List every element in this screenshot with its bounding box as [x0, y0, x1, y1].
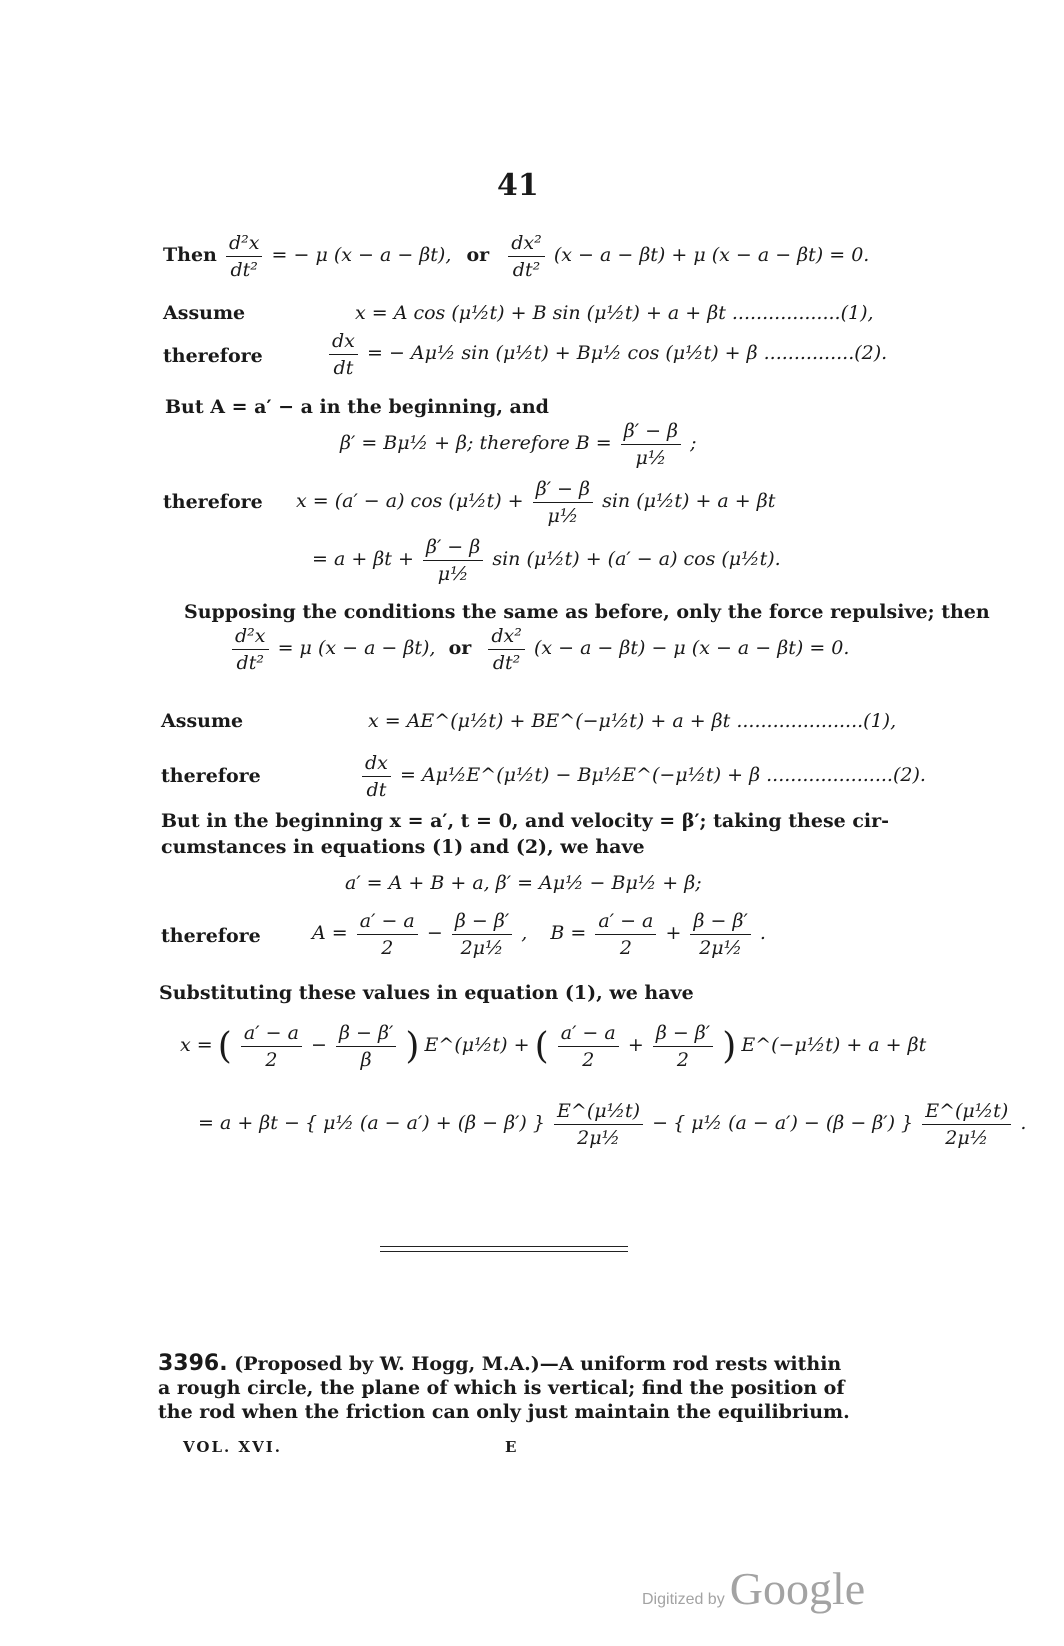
- problem-text: (Proposed by W. Hogg, M.A.)—A uniform rod rests within a rough circle, the plane of which is vertical; find the position of the rod when the friction can only just maintain the equilibrium.: [158, 1353, 850, 1423]
- values-line: a′ = A + B + a, β′ = Aμ½ − Bμ½ + β;: [345, 872, 702, 894]
- therefore-label: therefore: [163, 345, 263, 367]
- x-eq-b: E^(μ½t) +: [424, 1034, 530, 1056]
- therefore2-eq-b: sin (μ½t) + a + βt: [602, 490, 776, 512]
- section-divider-bottom: [380, 1251, 628, 1252]
- fraction-b1: $\frac{a' - a}{2}$: [595, 910, 656, 959]
- assume2-equation: x = AE^(μ½t) + BE^(−μ½t) + a + βt .....................(1),: [368, 710, 897, 732]
- page-number: 41: [497, 168, 539, 203]
- fraction-x4: $\frac{\beta - \beta'}{2}$: [653, 1022, 713, 1071]
- fraction-a1: $\frac{a' - a}{2}$: [357, 910, 418, 959]
- beta-line: β′ = Bμ½ + β; therefore B = $\frac{\beta' - \beta}{\text{μ½}}$ ;: [340, 420, 697, 469]
- therefore4-a-label: A =: [312, 922, 348, 944]
- x-eq-c: E^(−μ½t) + a + βt: [741, 1034, 927, 1056]
- fraction-d2x-dt2-2: $\frac{\text{d²x}}{\text{dt²}}$: [232, 625, 269, 674]
- digitized-watermark: [642, 1562, 865, 1615]
- assume-label: Assume: [163, 302, 246, 324]
- fraction-final1: $\frac{\text{E\textasciicircum{}(μ½t)}}{\text{2μ½}}$: [554, 1100, 643, 1149]
- then-eq1: = − μ (x − a − βt),: [271, 244, 452, 266]
- fraction-x2: $\frac{\beta - \beta'}{\beta}$: [336, 1022, 396, 1071]
- therefore4-b-label: B =: [550, 922, 587, 944]
- signature-mark: E: [505, 1438, 519, 1456]
- fraction-d2x-dt2: $\frac{\text{d²x}}{\text{dt²}}$: [226, 232, 263, 281]
- therefore4-label: therefore: [161, 925, 261, 947]
- repulsive-or: or: [448, 637, 472, 659]
- final-equation-line: = a + βt − { μ½ (a − a′) + (β − β′) } $\frac{\text{E\textasciicircum{}(μ½t)}}{\text{2μ½}}$ − { μ½ (a − a′) − (β − β′) } $\frac{\text{E\textasciicircum{}(μ½t)}}{\text{2μ½}}$ .: [198, 1100, 1027, 1149]
- problem-number: 3396.: [158, 1351, 228, 1376]
- fraction-dx-dt-2: $\frac{dx}{dt}$: [362, 752, 391, 801]
- therefore3-label: therefore: [161, 765, 261, 787]
- therefore2-label: therefore: [163, 491, 263, 513]
- equals-line-b: sin (μ½t) + (a′ − a) cos (μ½t).: [492, 548, 781, 570]
- fraction-dx-dt: $\frac{dx}{dt}$: [329, 330, 358, 379]
- therefore3-equation: = Aμ½E^(μ½t) − Bμ½E^(−μ½t) + β .....................(2).: [399, 764, 926, 786]
- therefore2-line: [296, 478, 775, 527]
- therefore3-line: [358, 752, 926, 801]
- fraction-b2: $\frac{\beta - \beta'}{\text{2μ½}}$: [690, 910, 750, 959]
- then-or: or: [466, 244, 490, 266]
- x-eq-a: x =: [180, 1034, 213, 1056]
- then-label: Then: [163, 244, 217, 266]
- equals-line: [312, 536, 781, 585]
- fraction-a2: $\frac{\beta - \beta'}{\text{2μ½}}$: [452, 910, 512, 959]
- equals-line-a: = a + βt +: [312, 548, 414, 570]
- repulsive-line: [228, 625, 849, 674]
- volume-footer: VOL. XVI.: [183, 1438, 282, 1456]
- therefore-equation: = − Aμ½ sin (μ½t) + Bμ½ cos (μ½t) + β ...............(2).: [366, 342, 888, 364]
- then-line: [163, 232, 869, 281]
- therefore2-eq-a: x = (a′ − a) cos (μ½t) +: [296, 490, 524, 512]
- supposing-line: Supposing the conditions the same as before, only the force repulsive; then: [184, 601, 990, 623]
- assume2-label: Assume: [161, 710, 244, 732]
- final-eq-b: { μ½ (a − a′) + (β − β′) }: [304, 1112, 545, 1134]
- therefore-line: [325, 330, 887, 379]
- fraction-dx2-dt2-2: $\frac{\text{dx²}}{\text{dt²}}$: [488, 625, 525, 674]
- fraction-x3: $\frac{a' - a}{2}$: [558, 1022, 619, 1071]
- substituting-line: Substituting these values in equation (1), we have: [159, 982, 694, 1004]
- assume-equation: x = A cos (μ½t) + B sin (μ½t) + a + βt ..................(1),: [355, 302, 874, 324]
- fraction-beta-diff: $\frac{\beta' - \beta}{\text{μ½}}$: [621, 420, 681, 469]
- repulsive-eq1: = μ (x − a − βt),: [277, 637, 436, 659]
- final-eq-d: { μ½ (a − a′) − (β − β′) }: [673, 1112, 914, 1134]
- beginning-line-2: cumstances in equations (1) and (2), we have: [161, 836, 645, 858]
- final-eq-a: = a + βt −: [198, 1112, 300, 1134]
- fraction-beta-diff-3: $\frac{\beta' - \beta}{\text{μ½}}$: [423, 536, 483, 585]
- watermark-prefix: Digitized by: [642, 1591, 725, 1608]
- beta-line-text: β′ = Bμ½ + β; therefore B =: [340, 432, 612, 454]
- final-eq-c: −: [652, 1112, 669, 1134]
- fraction-final2: $\frac{\text{E\textasciicircum{}(μ½t)}}{\text{2μ½}}$: [922, 1100, 1011, 1149]
- repulsive-eq2: (x − a − βt) − μ (x − a − βt) = 0.: [533, 637, 850, 659]
- section-divider-top: [380, 1246, 628, 1247]
- then-eq2: (x − a − βt) + μ (x − a − βt) = 0.: [553, 244, 870, 266]
- google-logo: Google: [729, 1563, 866, 1614]
- but-line: But A = a′ − a in the beginning, and: [165, 396, 549, 418]
- x-expansion-line: x = ( $\frac{a' - a}{2}$ − $\frac{\beta - \beta'}{\beta}$ ) E^(μ½t) + ( $\frac{a' - a}{2}$ + $\frac{\beta - \beta'}{2}$ ) E^(−μ½t) + a + βt: [180, 1022, 927, 1071]
- fraction-x1: $\frac{a' - a}{2}$: [241, 1022, 302, 1071]
- fraction-beta-diff-2: $\frac{\beta' - \beta}{\text{μ½}}$: [533, 478, 593, 527]
- therefore4-line: A = $\frac{a' - a}{2}$ − $\frac{\beta - \beta'}{\text{2μ½}}$ , B = $\frac{a' - a}{2}$ + $\frac{\beta - \beta'}{\text{2μ½}}$ .: [312, 910, 766, 959]
- beginning-line-1: But in the beginning x = a′, t = 0, and velocity = β′; taking these cir-: [161, 810, 890, 832]
- problem-statement: [158, 1352, 858, 1424]
- fraction-dx2-dt2: $\frac{\text{dx²}}{\text{dt²}}$: [508, 232, 545, 281]
